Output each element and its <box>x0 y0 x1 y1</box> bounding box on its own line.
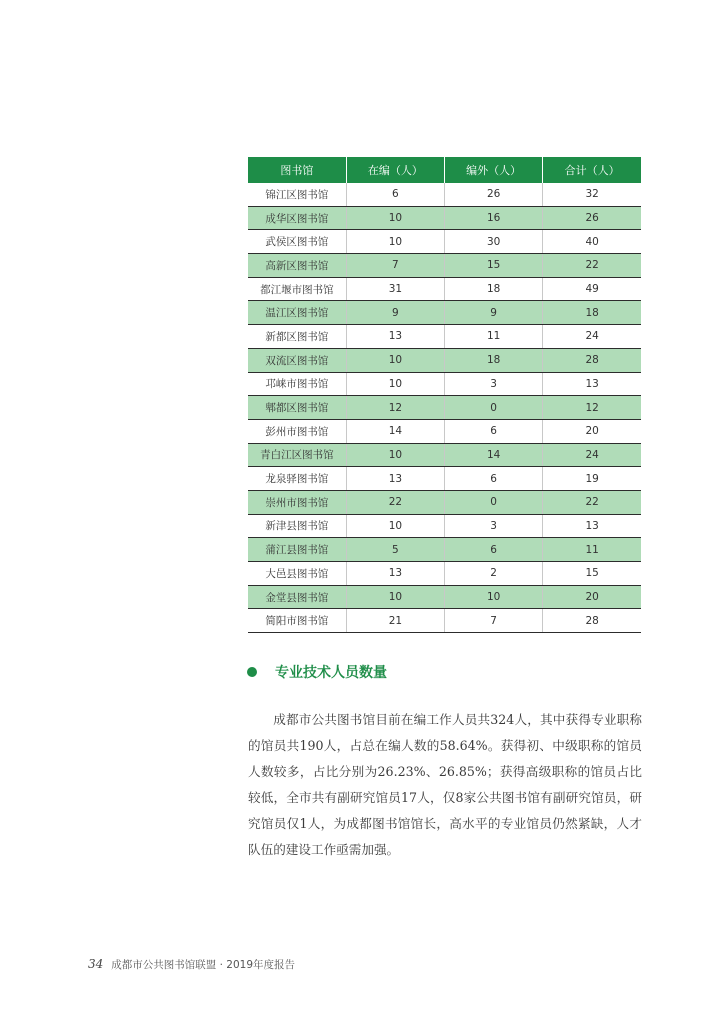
cell-total-count: 20 <box>543 585 641 609</box>
cell-off-staff-count: 26 <box>445 183 543 206</box>
table-row <box>248 254 641 278</box>
cell-total-count: 22 <box>543 490 641 514</box>
cell-off-staff-count: 9 <box>445 301 543 325</box>
body-paragraph: 成都市公共图书馆目前在编工作人员共324人，其中获得专业职称的馆员共190人，占总在编人数的58.64%。获得初、中级职称的馆员人数较多，占比分别为26.23%、26.85%；获得高级职称的馆员占比较低，全市共有副研究馆员17人，仅8家公共图书馆有副研究馆员，研究馆员仅1人，为成都图书馆馆长，高水平的专业馆员仍然紧缺，人才队伍的建设工作亟需加强。 <box>248 712 642 857</box>
cell-total-count: 24 <box>543 325 641 349</box>
section-title: 专业技术人员数量 <box>275 665 387 681</box>
cell-on-staff-count: 22 <box>346 490 444 514</box>
cell-off-staff-count: 6 <box>445 467 543 491</box>
table-row <box>248 206 641 230</box>
bullet-icon <box>247 667 257 677</box>
cell-library-name: 郫都区图书馆 <box>248 396 346 420</box>
cell-off-staff-count: 10 <box>445 585 543 609</box>
cell-library-name: 龙泉驿图书馆 <box>248 467 346 491</box>
cell-off-staff-count: 0 <box>445 396 543 420</box>
cell-on-staff-count: 13 <box>346 325 444 349</box>
table-row <box>248 348 641 372</box>
cell-total-count: 19 <box>543 467 641 491</box>
cell-on-staff-count: 6 <box>346 183 444 206</box>
cell-total-count: 26 <box>543 206 641 230</box>
table-row <box>248 230 641 254</box>
cell-total-count: 32 <box>543 183 641 206</box>
section-heading <box>247 660 387 684</box>
cell-total-count: 40 <box>543 230 641 254</box>
cell-library-name: 锦江区图书馆 <box>248 183 346 206</box>
cell-library-name: 崇州市图书馆 <box>248 490 346 514</box>
page-number: 34 <box>88 957 104 971</box>
table-row <box>248 467 641 491</box>
cell-library-name: 金堂县图书馆 <box>248 585 346 609</box>
cell-on-staff-count: 5 <box>346 538 444 562</box>
cell-library-name: 双流区图书馆 <box>248 348 346 372</box>
cell-total-count: 22 <box>543 254 641 278</box>
cell-on-staff-count: 10 <box>346 585 444 609</box>
cell-off-staff-count: 18 <box>445 348 543 372</box>
cell-library-name: 彭州市图书馆 <box>248 419 346 443</box>
cell-off-staff-count: 6 <box>445 538 543 562</box>
table-row <box>248 277 641 301</box>
cell-total-count: 13 <box>543 514 641 538</box>
cell-library-name: 新津县图书馆 <box>248 514 346 538</box>
table-row <box>248 585 641 609</box>
cell-total-count: 15 <box>543 562 641 586</box>
cell-library-name: 大邑县图书馆 <box>248 562 346 586</box>
table-row <box>248 419 641 443</box>
cell-total-count: 18 <box>543 301 641 325</box>
cell-off-staff-count: 0 <box>445 490 543 514</box>
cell-library-name: 新都区图书馆 <box>248 325 346 349</box>
table-row <box>248 609 641 633</box>
cell-off-staff-count: 3 <box>445 514 543 538</box>
cell-on-staff-count: 13 <box>346 467 444 491</box>
table-row <box>248 490 641 514</box>
cell-off-staff-count: 30 <box>445 230 543 254</box>
table-row <box>248 443 641 467</box>
cell-total-count: 11 <box>543 538 641 562</box>
cell-off-staff-count: 11 <box>445 325 543 349</box>
cell-library-name: 蒲江县图书馆 <box>248 538 346 562</box>
cell-total-count: 13 <box>543 372 641 396</box>
cell-library-name: 成华区图书馆 <box>248 206 346 230</box>
cell-on-staff-count: 10 <box>346 372 444 396</box>
cell-library-name: 简阳市图书馆 <box>248 609 346 633</box>
cell-library-name: 邛崃市图书馆 <box>248 372 346 396</box>
cell-on-staff-count: 10 <box>346 348 444 372</box>
cell-on-staff-count: 9 <box>346 301 444 325</box>
cell-off-staff-count: 16 <box>445 206 543 230</box>
cell-library-name: 青白江区图书馆 <box>248 443 346 467</box>
table-row <box>248 514 641 538</box>
cell-off-staff-count: 14 <box>445 443 543 467</box>
cell-total-count: 49 <box>543 277 641 301</box>
cell-off-staff-count: 2 <box>445 562 543 586</box>
cell-off-staff-count: 3 <box>445 372 543 396</box>
cell-on-staff-count: 10 <box>346 206 444 230</box>
cell-on-staff-count: 21 <box>346 609 444 633</box>
footer-title: 成都市公共图书馆联盟 · 2019年度报告 <box>111 959 296 971</box>
cell-on-staff-count: 14 <box>346 419 444 443</box>
header-on-staff: 在编（人） <box>346 157 444 183</box>
header-library: 图书馆 <box>248 157 346 183</box>
cell-on-staff-count: 31 <box>346 277 444 301</box>
table-body <box>248 183 641 633</box>
header-total: 合计（人） <box>543 157 641 183</box>
cell-on-staff-count: 10 <box>346 514 444 538</box>
table-row <box>248 562 641 586</box>
table-row <box>248 372 641 396</box>
cell-total-count: 24 <box>543 443 641 467</box>
cell-on-staff-count: 12 <box>346 396 444 420</box>
cell-on-staff-count: 13 <box>346 562 444 586</box>
cell-off-staff-count: 7 <box>445 609 543 633</box>
cell-on-staff-count: 10 <box>346 443 444 467</box>
cell-off-staff-count: 6 <box>445 419 543 443</box>
page-footer <box>88 957 295 972</box>
table-row <box>248 183 641 206</box>
cell-total-count: 28 <box>543 348 641 372</box>
cell-total-count: 20 <box>543 419 641 443</box>
cell-total-count: 28 <box>543 609 641 633</box>
cell-total-count: 12 <box>543 396 641 420</box>
table-row <box>248 396 641 420</box>
cell-off-staff-count: 18 <box>445 277 543 301</box>
table-row <box>248 301 641 325</box>
cell-on-staff-count: 10 <box>346 230 444 254</box>
cell-on-staff-count: 7 <box>346 254 444 278</box>
cell-off-staff-count: 15 <box>445 254 543 278</box>
header-off-staff: 编外（人） <box>445 157 543 183</box>
cell-library-name: 高新区图书馆 <box>248 254 346 278</box>
cell-library-name: 武侯区图书馆 <box>248 230 346 254</box>
library-staff-table <box>248 157 641 633</box>
table-row <box>248 538 641 562</box>
cell-library-name: 温江区图书馆 <box>248 301 346 325</box>
table-row <box>248 325 641 349</box>
cell-library-name: 都江堰市图书馆 <box>248 277 346 301</box>
table-header-row <box>248 157 641 183</box>
